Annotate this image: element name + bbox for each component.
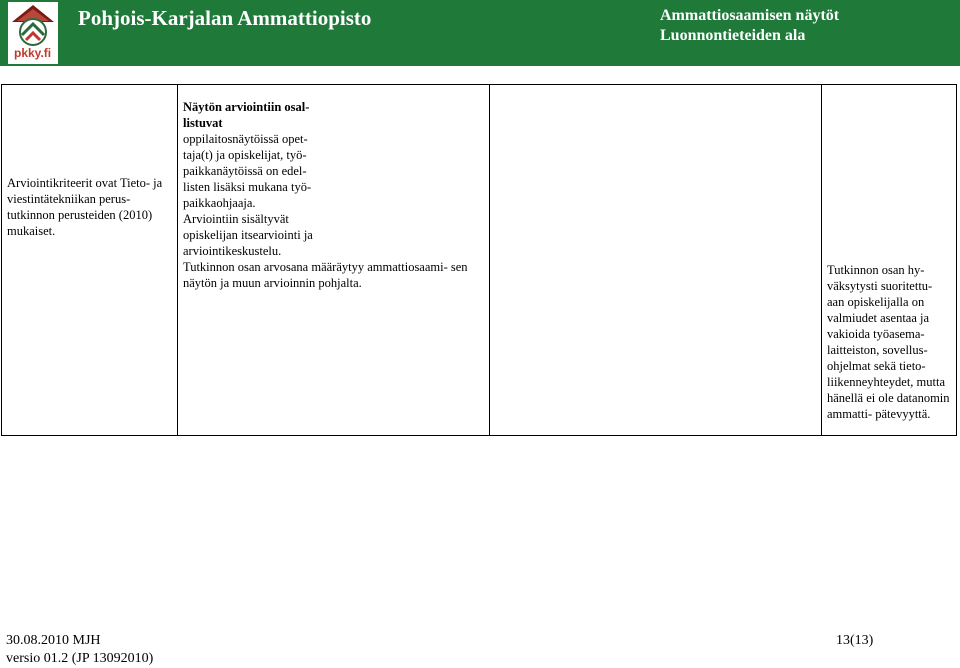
competence-cell: [822, 85, 957, 436]
logo-text: pkky.fi: [14, 46, 52, 60]
criteria-text: Arviointikriteerit ovat Tieto- ja viestintätekniikan perus- tutkinnon perusteiden (2010) mukaiset.: [7, 176, 163, 238]
assessors-content: [183, 85, 487, 291]
criteria-cell: [2, 85, 178, 436]
header-subtitle-line2: Luonnontieteiden ala: [660, 27, 806, 44]
table-row: [2, 85, 957, 436]
assessors-heading: Näytön arviointiin osal- listuvat: [183, 100, 310, 130]
assessment-table: [1, 84, 957, 436]
footer-date-author: 30.08.2010 MJH: [6, 633, 101, 648]
page-header: [0, 0, 960, 66]
header-title: Pohjois-Karjalan Ammattiopisto: [78, 6, 372, 30]
assessors-text: oppilaitosnäytöissä opet- taja(t) ja opiskelijat, työ- paikkanäytöissä on edel- listen lisäksi mukana työ- paikkaohjaaja.: [183, 132, 312, 210]
logo: [8, 2, 58, 64]
header-subtitle-line1: Ammattiosaamisen näytöt: [660, 7, 840, 24]
page-footer-left: [6, 632, 153, 668]
header-subtitle: [660, 6, 839, 46]
grade-text: Tutkinnon osan arvosana määräytyy ammattiosaami- sen näytön ja muun arvioinnin pohjalta.: [183, 260, 468, 290]
competence-text: Tutkinnon osan hy- väksytysti suoritettu- aan opiskelijalla on valmiudet asentaa ja vakioida työasema- laitteiston, sovellus- ohjelmat sekä tieto- liikenneyhteydet, mutta hänellä ei ole datanomin ammatti- pätevyyttä.: [827, 263, 950, 421]
page-number: 13(13): [836, 633, 874, 648]
assessors-cell: [178, 85, 490, 436]
footer-version: versio 01.2 (JP 13092010): [6, 651, 154, 666]
empty-cell: [490, 85, 822, 436]
self-assessment-text: Arviointiin sisältyvät opiskelijan itsearviointi ja arviointikeskustelu.: [183, 212, 313, 258]
